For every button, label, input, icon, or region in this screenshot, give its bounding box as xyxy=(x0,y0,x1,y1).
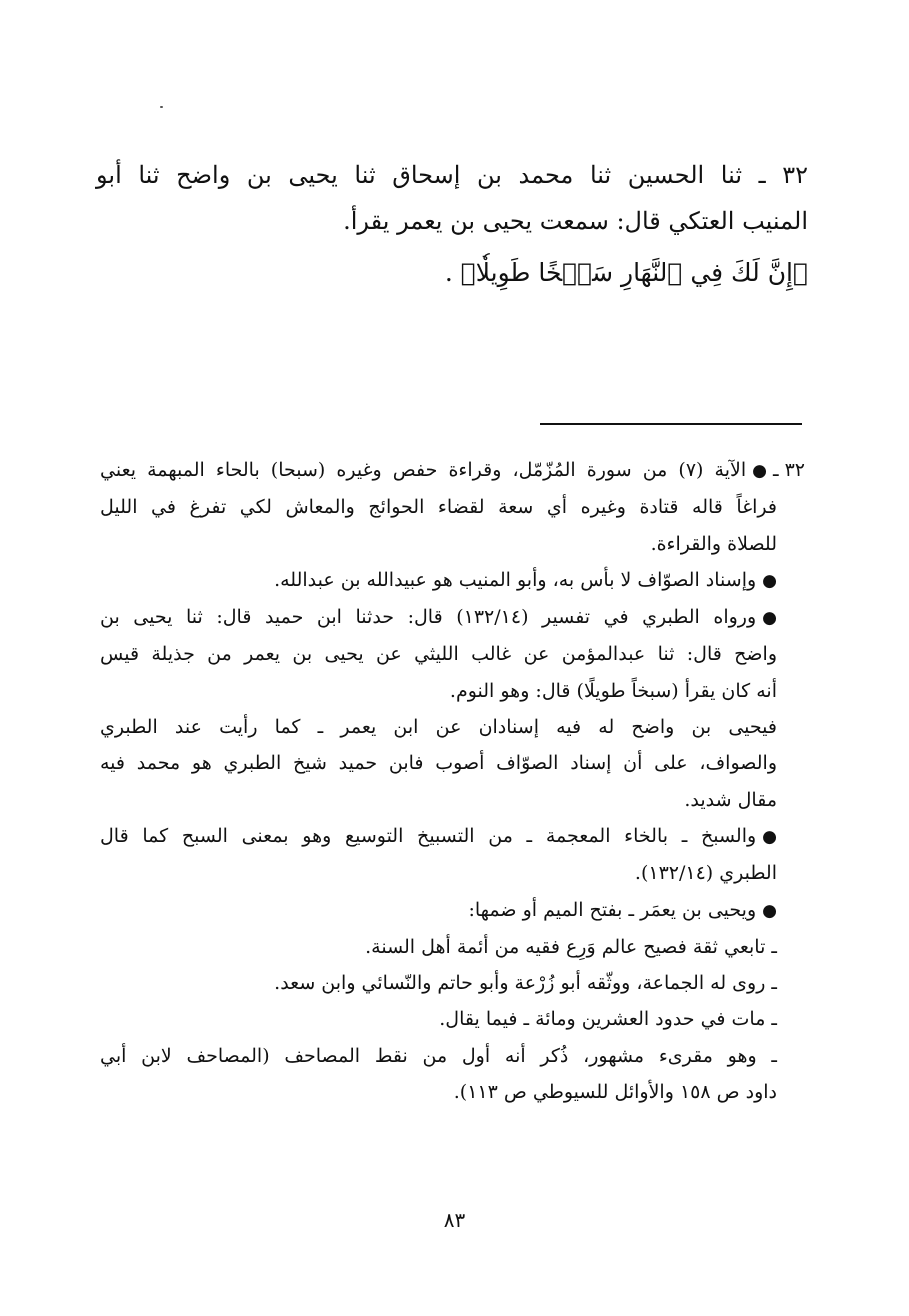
hadith-line: ٣٢ ـ ثنا الحسين ثنا محمد بن إسحاق ثنا يحيى بن واضح ثنا أبو xyxy=(96,161,808,189)
footnote-line: الطبري (١٣٢/١٤). xyxy=(634,862,777,885)
bullet-icon: ● xyxy=(762,570,777,591)
footnote-line: والصواف، على أن إسناد الصوّاف أصوب فابن حميد شيخ الطبري هو محمد فيه xyxy=(100,752,777,775)
footnote-text: ورواه الطبري في تفسير (١٣٢/١٤) قال: حدثنا ابن حميد قال: ثنا يحيى بن xyxy=(100,606,757,629)
bullet-icon: ● xyxy=(752,461,767,481)
footnote-line xyxy=(100,892,805,929)
footnote-line: ـ تابعي ثقة فصيح عالم وَرِع فقيه من أئمة أهل السنة. xyxy=(365,935,777,958)
footnote-line: فيحيى بن واضح له فيه إسنادان عن ابن يعمر ـ كما رأيت عند الطبري xyxy=(100,716,777,739)
footnote-line: ـ روى له الجماعة، ووثّقه أبو زُرْعة وأبو حاتم والنّسائي وابن سعد. xyxy=(274,972,777,995)
footnote-line: ـ وهو مقرىء مشهور، ذُكر أنه أول من نقط المصاحف (المصاحف لابن أبي xyxy=(100,1044,777,1067)
footnote-line: للصلاة والقراءة. xyxy=(650,532,777,555)
footnote-line xyxy=(100,599,805,636)
footnotes xyxy=(100,452,805,1110)
footnote-text: وإسناد الصوّاف لا بأس به، وأبو المنيب هو عبيدالله بن عبدالله. xyxy=(274,568,757,591)
quran-verse: ﴿إِنَّ لَكَ فِي ٱلنَّهَارِ سَبۡخًا طَوِيلٗا﴾ . xyxy=(444,258,808,287)
footnote-line: واضح قال: ثنا عبدالمؤمن عن غالب الليثي عن يحيى بن يعمر من جذيلة قيس xyxy=(100,643,777,666)
footnote-divider xyxy=(540,423,802,425)
footnote-line: مقال شديد. xyxy=(684,788,777,811)
footnote-line: ـ مات في حدود العشرين ومائة ـ فيما يقال. xyxy=(439,1008,777,1031)
bullet-icon: ● xyxy=(762,608,777,629)
hadith-line: المنيب العتكي قال: سمعت يحيى بن يعمر يقرأ. xyxy=(343,207,808,235)
footnote-line xyxy=(100,562,805,599)
footnote-text: والسبخ ـ بالخاء المعجمة ـ من التسبيخ التوسيع وهو بمعنى السبح كما قال xyxy=(100,824,757,847)
scan-speck xyxy=(160,106,163,108)
bullet-icon: ● xyxy=(762,900,777,921)
footnote-text: ويحيى بن يعمَر ـ بفتح الميم أو ضمها: xyxy=(468,898,757,921)
footnote-line: أنه كان يقرأ (سبخاً طويلًا) قال: وهو النوم. xyxy=(449,679,777,702)
footnote-number: ٣٢ ـ xyxy=(772,459,805,481)
footnote-line: داود ص ١٥٨ والأوائل للسيوطي ص ١١٣). xyxy=(453,1081,777,1104)
footnote-line xyxy=(100,452,805,489)
footnote-line xyxy=(100,818,805,855)
footnote-line: فراغاً قاله قتادة وغيره أي سعة لقضاء الحوائج والمعاش لكي تفرغ في الليل xyxy=(100,496,777,519)
page-number: ٨٣ xyxy=(443,1208,466,1232)
bullet-icon: ● xyxy=(762,826,777,847)
footnote-text: الآية (٧) من سورة المُزّمّل، وقراءة حفص وغيره (سبحا) بالحاء المبهمة يعني xyxy=(100,459,747,481)
hadith-text xyxy=(96,152,808,296)
